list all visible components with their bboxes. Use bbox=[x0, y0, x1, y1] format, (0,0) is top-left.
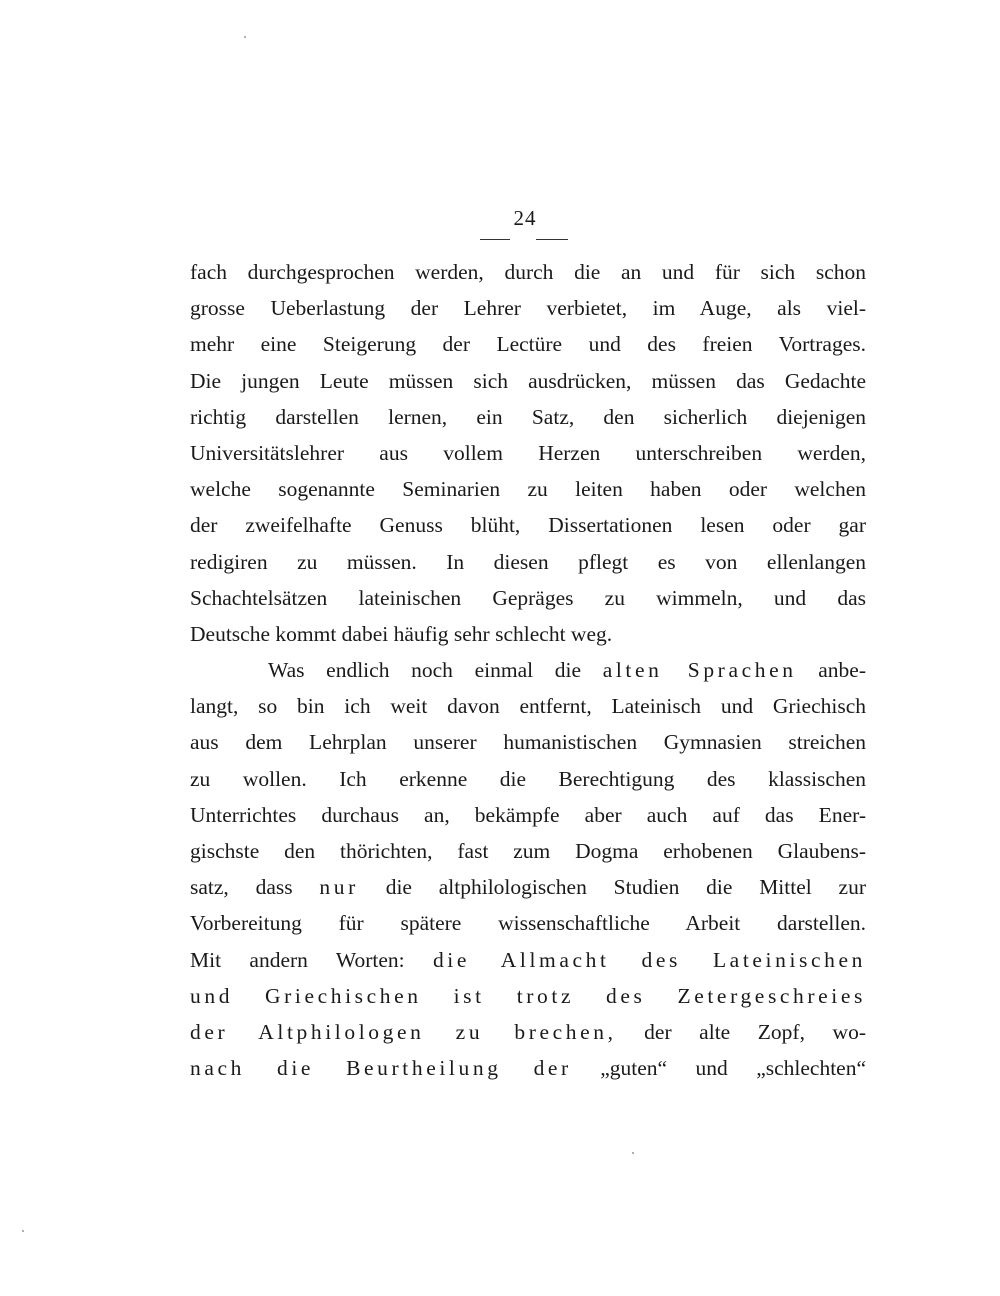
text-segment: Unterrichtes durchaus an, bekämpfe aber auch auf das Ener- bbox=[190, 802, 866, 827]
text-line bbox=[190, 724, 866, 760]
emphasized-text: alten Sprachen bbox=[602, 658, 797, 683]
emphasized-text: der Altphilologen zu brechen, bbox=[190, 1019, 617, 1044]
text-line bbox=[190, 797, 866, 833]
text-line bbox=[190, 399, 866, 435]
text-segment: „guten“ und „schlechten“ bbox=[571, 1056, 866, 1081]
text-line bbox=[190, 833, 866, 869]
scan-speck bbox=[244, 36, 246, 38]
scan-speck bbox=[632, 1152, 634, 1154]
text-line bbox=[190, 435, 866, 471]
emphasized-text: die Allmacht des Lateinischen bbox=[432, 947, 866, 972]
text-line bbox=[190, 580, 866, 616]
text-segment: mehr eine Steigerung der Lectüre und des freien Vortrages. bbox=[190, 332, 866, 357]
text-line bbox=[190, 471, 866, 507]
text-segment: Universitätslehrer aus vollem Herzen unterschreiben werden, bbox=[190, 440, 866, 465]
text-line bbox=[190, 869, 866, 905]
text-segment: der alte Zopf, wo- bbox=[616, 1019, 866, 1044]
text-line bbox=[190, 1014, 866, 1050]
text-line bbox=[190, 254, 866, 290]
text-line bbox=[190, 978, 866, 1014]
emphasized-text: nur bbox=[319, 875, 359, 900]
text-segment: fach durchgesprochen werden, durch die an und für sich schon bbox=[190, 260, 866, 284]
text-line bbox=[190, 544, 866, 580]
text-line bbox=[190, 326, 866, 362]
page-number-rule bbox=[536, 239, 568, 240]
text-segment: richtig darstellen lernen, ein Satz, den sicherlich diejenigen bbox=[190, 404, 866, 429]
text-line bbox=[190, 942, 866, 978]
text-segment: satz, dass bbox=[190, 875, 320, 900]
text-segment: grosse Ueberlastung der Lehrer verbietet, im Auge, als viel- bbox=[190, 296, 866, 321]
scan-speck bbox=[22, 1230, 24, 1232]
text-segment: Vorbereitung für spätere wissenschaftliche Arbeit darstellen. bbox=[190, 911, 866, 936]
text-line bbox=[190, 363, 866, 399]
text-line bbox=[190, 761, 866, 797]
text-line bbox=[190, 616, 866, 652]
text-segment: die altphilologischen Studien die Mittel zur bbox=[358, 875, 866, 900]
text-segment: Mit andern Worten: bbox=[190, 947, 433, 972]
emphasized-text: nach die Beurtheilung der bbox=[190, 1056, 572, 1081]
text-segment: Die jungen Leute müssen sich ausdrücken, müssen das Gedachte bbox=[190, 368, 866, 393]
text-segment: gischste den thörichten, fast zum Dogma erhobenen Glaubens- bbox=[190, 839, 866, 863]
text-line bbox=[190, 507, 866, 543]
emphasized-text: und Griechischen ist trotz des Zetergeschreies bbox=[190, 983, 866, 1008]
text-line bbox=[190, 688, 866, 724]
text-line bbox=[190, 652, 866, 688]
text-segment: welche sogenannte Seminarien zu leiten haben oder welchen bbox=[190, 477, 866, 502]
text-segment: anbe- bbox=[796, 658, 866, 683]
text-segment: Schachtelsätzen lateinischen Gepräges zu wimmeln, und das bbox=[190, 585, 866, 610]
body-text bbox=[190, 254, 866, 1086]
text-segment: Deutsche kommt dabei häufig sehr schlecht weg. bbox=[190, 621, 613, 646]
page-number-rule bbox=[480, 239, 510, 240]
text-segment: aus dem Lehrplan unserer humanistischen Gymnasien streichen bbox=[190, 730, 866, 755]
text-segment: der zweifelhafte Genuss blüht, Dissertationen lesen oder gar bbox=[190, 513, 866, 538]
page-number: 24 bbox=[513, 206, 537, 230]
text-line bbox=[190, 290, 866, 326]
text-line bbox=[190, 905, 866, 941]
text-segment: Was endlich noch einmal die bbox=[268, 658, 603, 683]
text-segment: langt, so bin ich weit davon entfernt, Lateinisch und Griechisch bbox=[190, 694, 866, 719]
text-segment: redigiren zu müssen. In diesen pflegt es von ellenlangen bbox=[190, 549, 866, 574]
text-line bbox=[190, 1050, 866, 1086]
text-segment: zu wollen. Ich erkenne die Berechtigung des klassischen bbox=[190, 766, 866, 791]
